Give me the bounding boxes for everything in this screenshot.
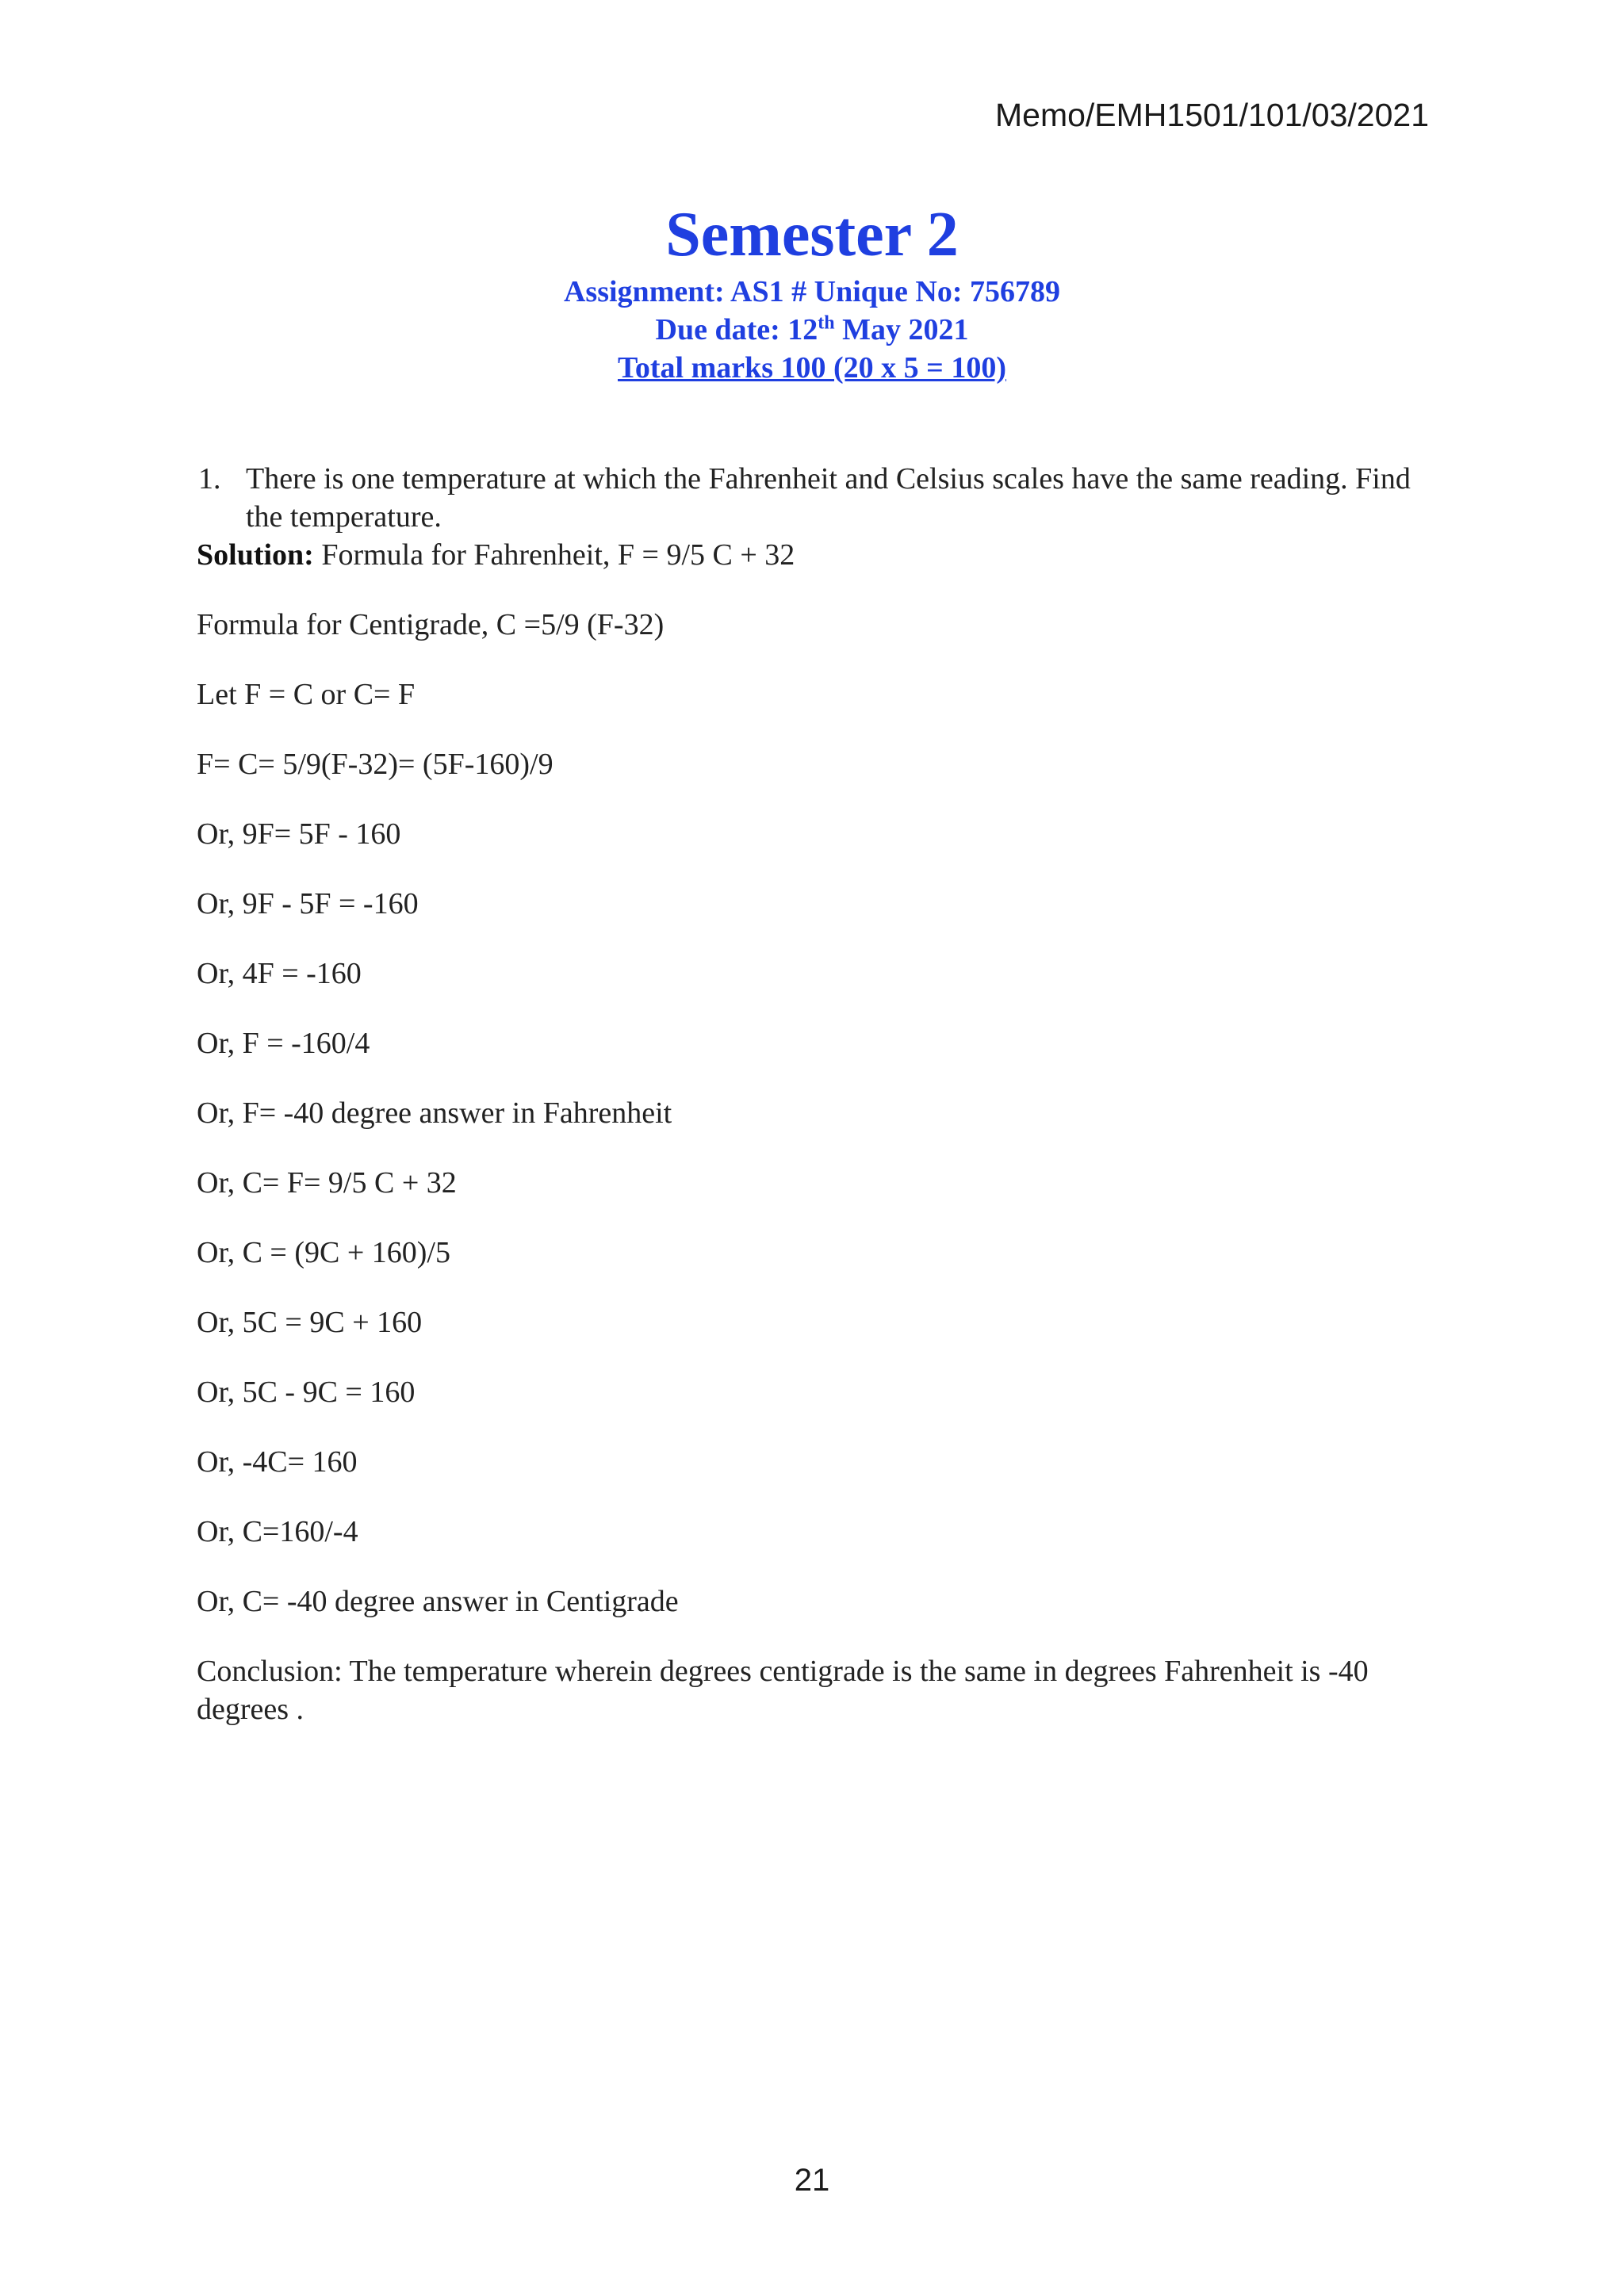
solution-step: Or, 9F= 5F - 160 xyxy=(197,817,401,851)
solution-formula-fahrenheit: Formula for Fahrenheit, F = 9/5 C + 32 xyxy=(313,538,795,572)
assignment-line: Assignment: AS1 # Unique No: 756789 xyxy=(563,275,1061,308)
solution-step: Or, 4F = -160 xyxy=(197,957,362,990)
solution-step: Or, F = -160/4 xyxy=(197,1027,370,1060)
solution-label: Solution: xyxy=(197,538,314,572)
due-date-prefix: Due date: 12 xyxy=(655,313,818,346)
solution-step: F= C= 5/9(F-32)= (5F-160)/9 xyxy=(197,748,553,781)
solution-step: Or, C= -40 degree answer in Centigrade xyxy=(197,1585,679,1618)
solution-step: Let F = C or C= F xyxy=(197,678,416,711)
solution-step: Or, C= F= 9/5 C + 32 xyxy=(197,1166,457,1200)
solution-block xyxy=(197,536,1434,1728)
conclusion-text: Conclusion: The temperature wherein degrees centigrade is the same in degrees Fahrenheit is -40 degrees . xyxy=(197,1655,1369,1726)
due-date-suffix: May 2021 xyxy=(834,313,969,346)
page-title: Semester 2 xyxy=(665,200,959,270)
solution-step: Or, C = (9C + 160)/5 xyxy=(197,1236,450,1269)
question-item xyxy=(198,460,1419,536)
solution-step: Or, -4C= 160 xyxy=(197,1445,358,1479)
due-date-line xyxy=(0,311,1624,349)
solution-step: Or, C=160/-4 xyxy=(197,1515,358,1548)
question-text: There is one temperature at which the Fahrenheit and Celsius scales have the same reading. Find the temperature. xyxy=(246,462,1411,534)
solution-step: Formula for Centigrade, C =5/9 (F-32) xyxy=(197,608,665,641)
total-marks-line: Total marks 100 (20 x 5 = 100) xyxy=(618,351,1006,385)
solution-step: Or, 9F - 5F = -160 xyxy=(197,887,419,920)
assignment-header xyxy=(0,197,1624,387)
page-number: 21 xyxy=(794,2163,830,2198)
question-number: 1. xyxy=(198,462,221,496)
solution-first-line xyxy=(197,536,1434,574)
due-date-superscript: th xyxy=(818,312,835,334)
solution-step: Or, 5C - 9C = 160 xyxy=(197,1376,416,1409)
document-reference: Memo/EMH1501/101/03/2021 xyxy=(994,97,1429,133)
solution-step: Or, 5C = 9C + 160 xyxy=(197,1306,423,1339)
solution-step: Or, F= -40 degree answer in Fahrenheit xyxy=(197,1096,672,1130)
